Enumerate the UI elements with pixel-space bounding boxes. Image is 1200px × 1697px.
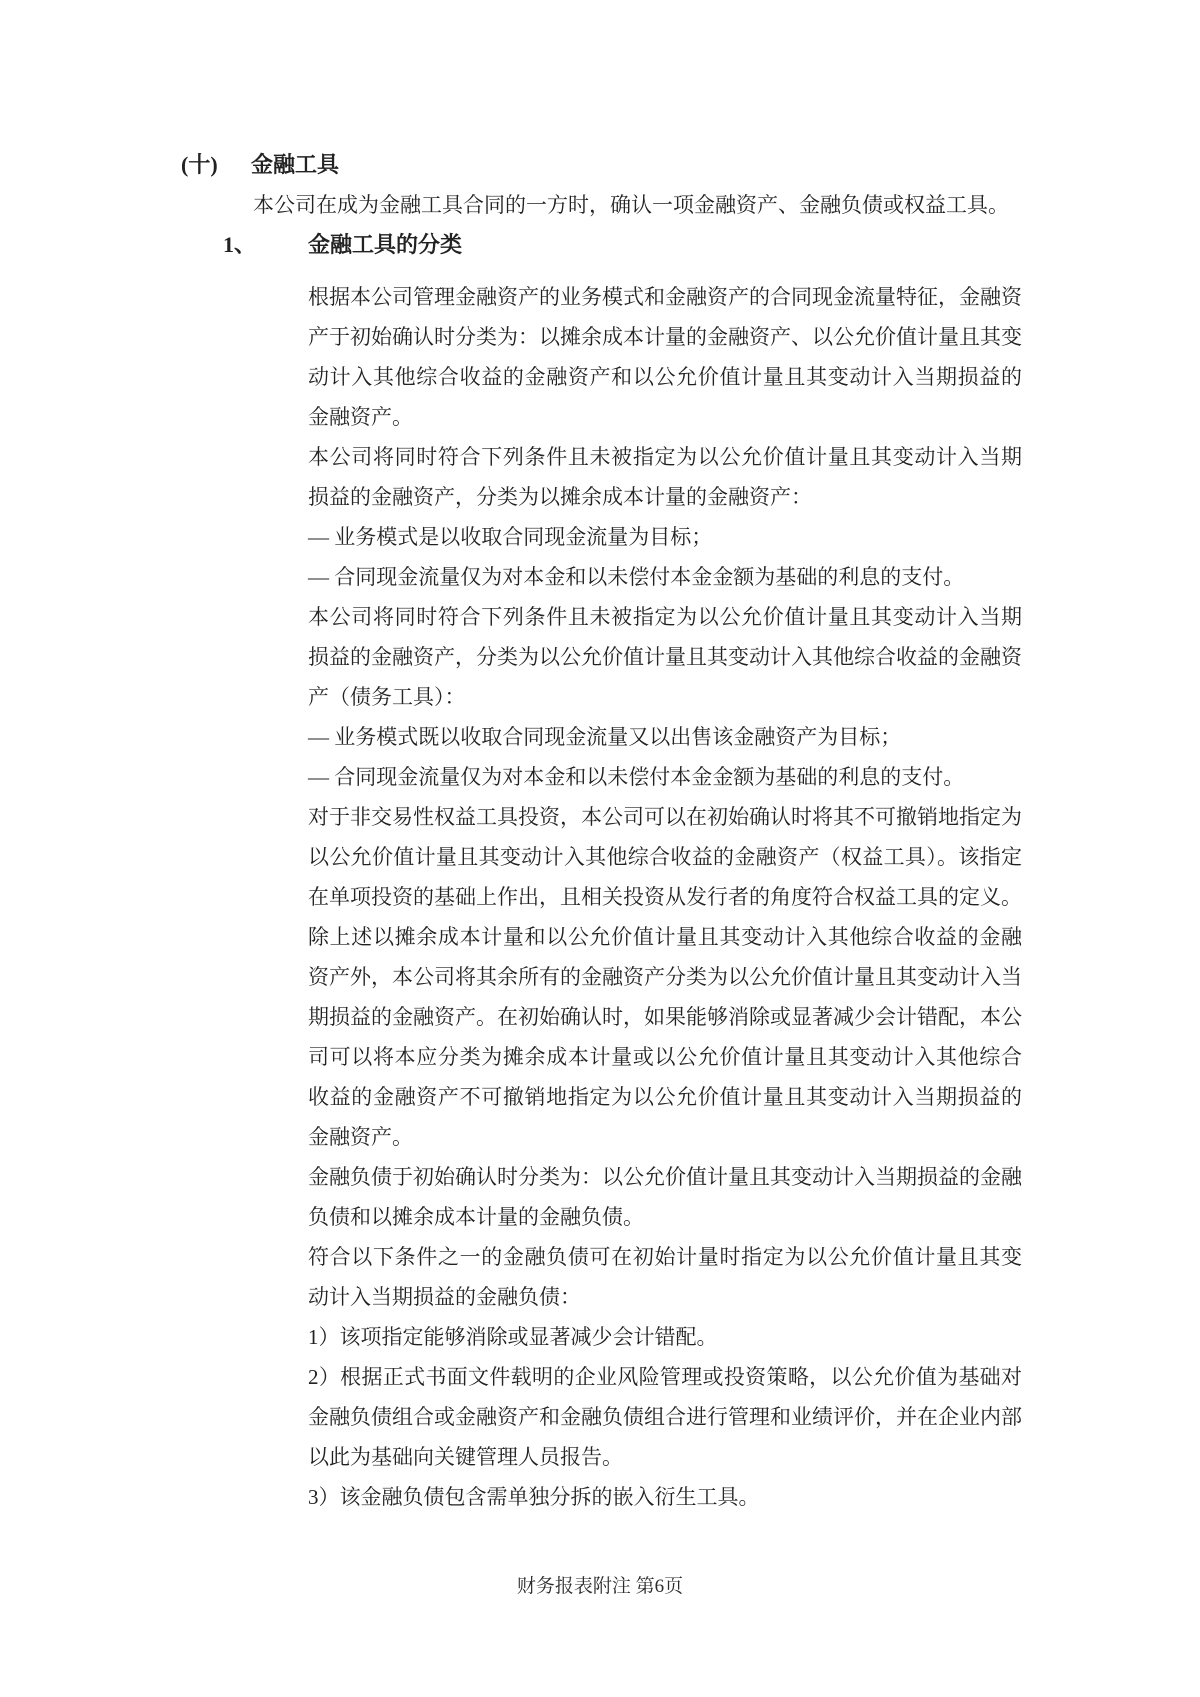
text-line: 金融负债组合或金融资产和金融负债组合进行管理和业绩评价，并在企业内部 — [308, 1405, 1022, 1429]
document-content — [0, 145, 1022, 1517]
text-line: 2）根据正式书面文件载明的企业风险管理或投资策略，以公允价值为基础对 — [308, 1365, 1022, 1389]
text-line: 收益的金融资产不可撤销地指定为以公允价值计量且其变动计入当期损益的 — [308, 1085, 1022, 1109]
text-line: 除上述以摊余成本计量和以公允价值计量且其变动计入其他综合收益的金融 — [308, 925, 1022, 949]
text-line: 金融负债于初始确认时分类为：以公允价值计量且其变动计入当期损益的金融 — [308, 1165, 1022, 1189]
footer-text: 财务报表附注 第6页 — [516, 1576, 684, 1597]
subsection-title: 金融工具的分类 — [308, 232, 463, 257]
text-line: 负债和以摊余成本计量的金融负债。 — [308, 1205, 644, 1229]
text-line: 产于初始确认时分类为：以摊余成本计量的金融资产、以公允价值计量且其变 — [308, 325, 1022, 349]
text-line: 符合以下条件之一的金融负债可在初始计量时指定为以公允价值计量且其变 — [308, 1245, 1022, 1269]
text-line: 资产外，本公司将其余所有的金融资产分类为以公允价值计量且其变动计入当 — [308, 965, 1022, 989]
text-line: — 业务模式既以收取合同现金流量又以出售该金融资产为目标； — [308, 725, 902, 749]
text-line: 1）该项指定能够消除或显著减少会计错配。 — [308, 1325, 718, 1349]
text-line: — 业务模式是以收取合同现金流量为目标； — [308, 525, 713, 549]
page-footer — [0, 1567, 1200, 1607]
text-line: 3）该金融负债包含需单独分拆的嵌入衍生工具。 — [308, 1485, 760, 1509]
text-line: 动计入当期损益的金融负债： — [308, 1285, 581, 1309]
text-line: — 合同现金流量仅为对本金和以未偿付本金金额为基础的利息的支付。 — [308, 565, 965, 589]
text-line: 金融资产。 — [308, 1125, 413, 1149]
text-line: 期损益的金融资产。在初始确认时，如果能够消除或显著减少会计错配，本公 — [308, 1005, 1022, 1029]
section-intro-paragraph: 本公司在成为金融工具合同的一方时，确认一项金融资产、金融负债或权益工具。 — [253, 193, 1009, 217]
text-line: 金融资产。 — [308, 405, 413, 429]
text-line: 司可以将本应分类为摊余成本计量或以公允价值计量且其变动计入其他综合 — [308, 1045, 1022, 1069]
text-line: — 合同现金流量仅为对本金和以未偿付本金金额为基础的利息的支付。 — [308, 765, 965, 789]
text-line: 对于非交易性权益工具投资，本公司可以在初始确认时将其不可撤销地指定为 — [308, 805, 1022, 829]
text-line: 损益的金融资产，分类为以公允价值计量且其变动计入其他综合收益的金融资 — [308, 645, 1022, 669]
text-line: 产（债务工具）： — [308, 685, 466, 709]
text-line: 损益的金融资产，分类为以摊余成本计量的金融资产： — [308, 485, 812, 509]
subsection-number: 1、 — [223, 232, 257, 257]
text-line: 以公允价值计量且其变动计入其他综合收益的金融资产（权益工具）。该指定 — [308, 845, 1022, 869]
text-line: 本公司将同时符合下列条件且未被指定为以公允价值计量且其变动计入当期 — [308, 605, 1022, 629]
text-line: 在单项投资的基础上作出，且相关投资从发行者的角度符合权益工具的定义。 — [308, 885, 1022, 909]
text-line: 以此为基础向关键管理人员报告。 — [308, 1445, 623, 1469]
text-line: 根据本公司管理金融资产的业务模式和金融资产的合同现金流量特征，金融资 — [308, 285, 1022, 309]
section-heading — [181, 145, 1022, 185]
subsection-heading — [223, 225, 1022, 265]
section-title: 金融工具 — [251, 152, 340, 177]
section-number: (十) — [181, 152, 218, 177]
document-body — [0, 277, 1022, 1517]
text-line: 本公司将同时符合下列条件且未被指定为以公允价值计量且其变动计入当期 — [308, 445, 1022, 469]
text-line: 动计入其他综合收益的金融资产和以公允价值计量且其变动计入当期损益的 — [308, 365, 1022, 389]
